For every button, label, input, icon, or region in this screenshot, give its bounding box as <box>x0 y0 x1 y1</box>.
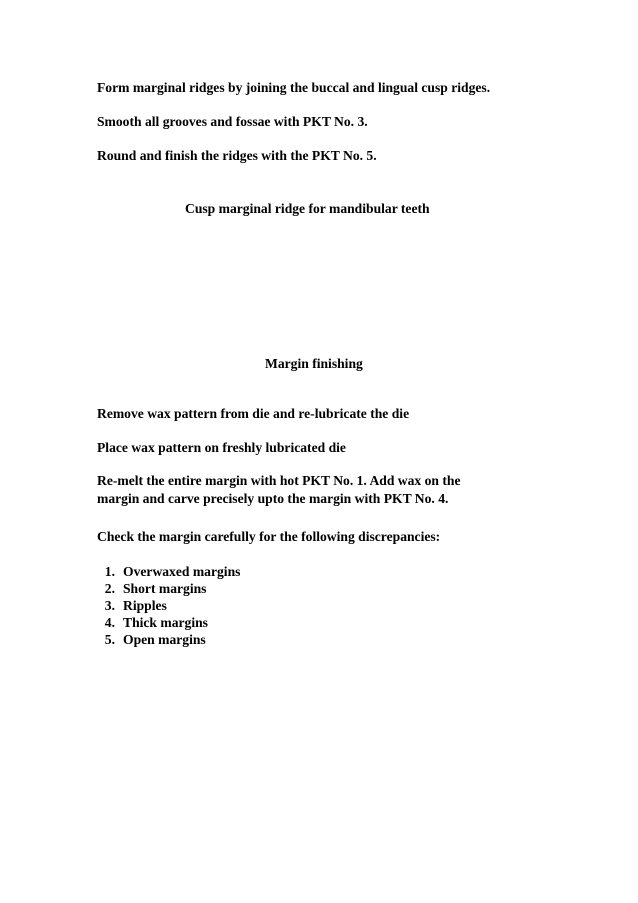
list-text: Thick margins <box>123 615 208 630</box>
remelt-paragraph <box>97 472 461 508</box>
discrepancy-list <box>97 563 240 648</box>
list-item <box>97 580 240 597</box>
instruction-remove-pattern: Remove wax pattern from die and re-lubricate the die <box>97 406 410 421</box>
list-number: 5. <box>104 632 115 647</box>
instruction-round-ridges: Round and finish the ridges with the PKT No. 5. <box>97 148 377 163</box>
list-text: Short margins <box>123 581 207 596</box>
remelt-line-1: Re-melt the entire margin with hot PKT No. 1. Add wax on the <box>97 473 461 488</box>
list-text: Ripples <box>123 598 167 613</box>
list-text: Open margins <box>123 632 206 647</box>
instruction-place-pattern: Place wax pattern on freshly lubricated die <box>97 440 346 455</box>
list-number: 2. <box>104 581 115 596</box>
remelt-line-2: margin and carve precisely upto the margin with PKT No. 4. <box>97 491 449 506</box>
section-heading: Margin finishing <box>265 356 363 371</box>
list-item <box>97 597 240 614</box>
list-number: 4. <box>104 615 115 630</box>
list-item <box>97 563 240 580</box>
list-number: 1. <box>104 564 115 579</box>
list-number: 3. <box>104 598 115 613</box>
instruction-marginal-ridges: Form marginal ridges by joining the buccal and lingual cusp ridges. <box>97 80 491 95</box>
figure-caption: Cusp marginal ridge for mandibular teeth <box>185 201 430 216</box>
list-item <box>97 631 240 648</box>
list-item <box>97 614 240 631</box>
list-text: Overwaxed margins <box>123 564 241 579</box>
check-intro: Check the margin carefully for the following discrepancies: <box>97 529 441 544</box>
instruction-smooth-grooves: Smooth all grooves and fossae with PKT No. 3. <box>97 114 368 129</box>
